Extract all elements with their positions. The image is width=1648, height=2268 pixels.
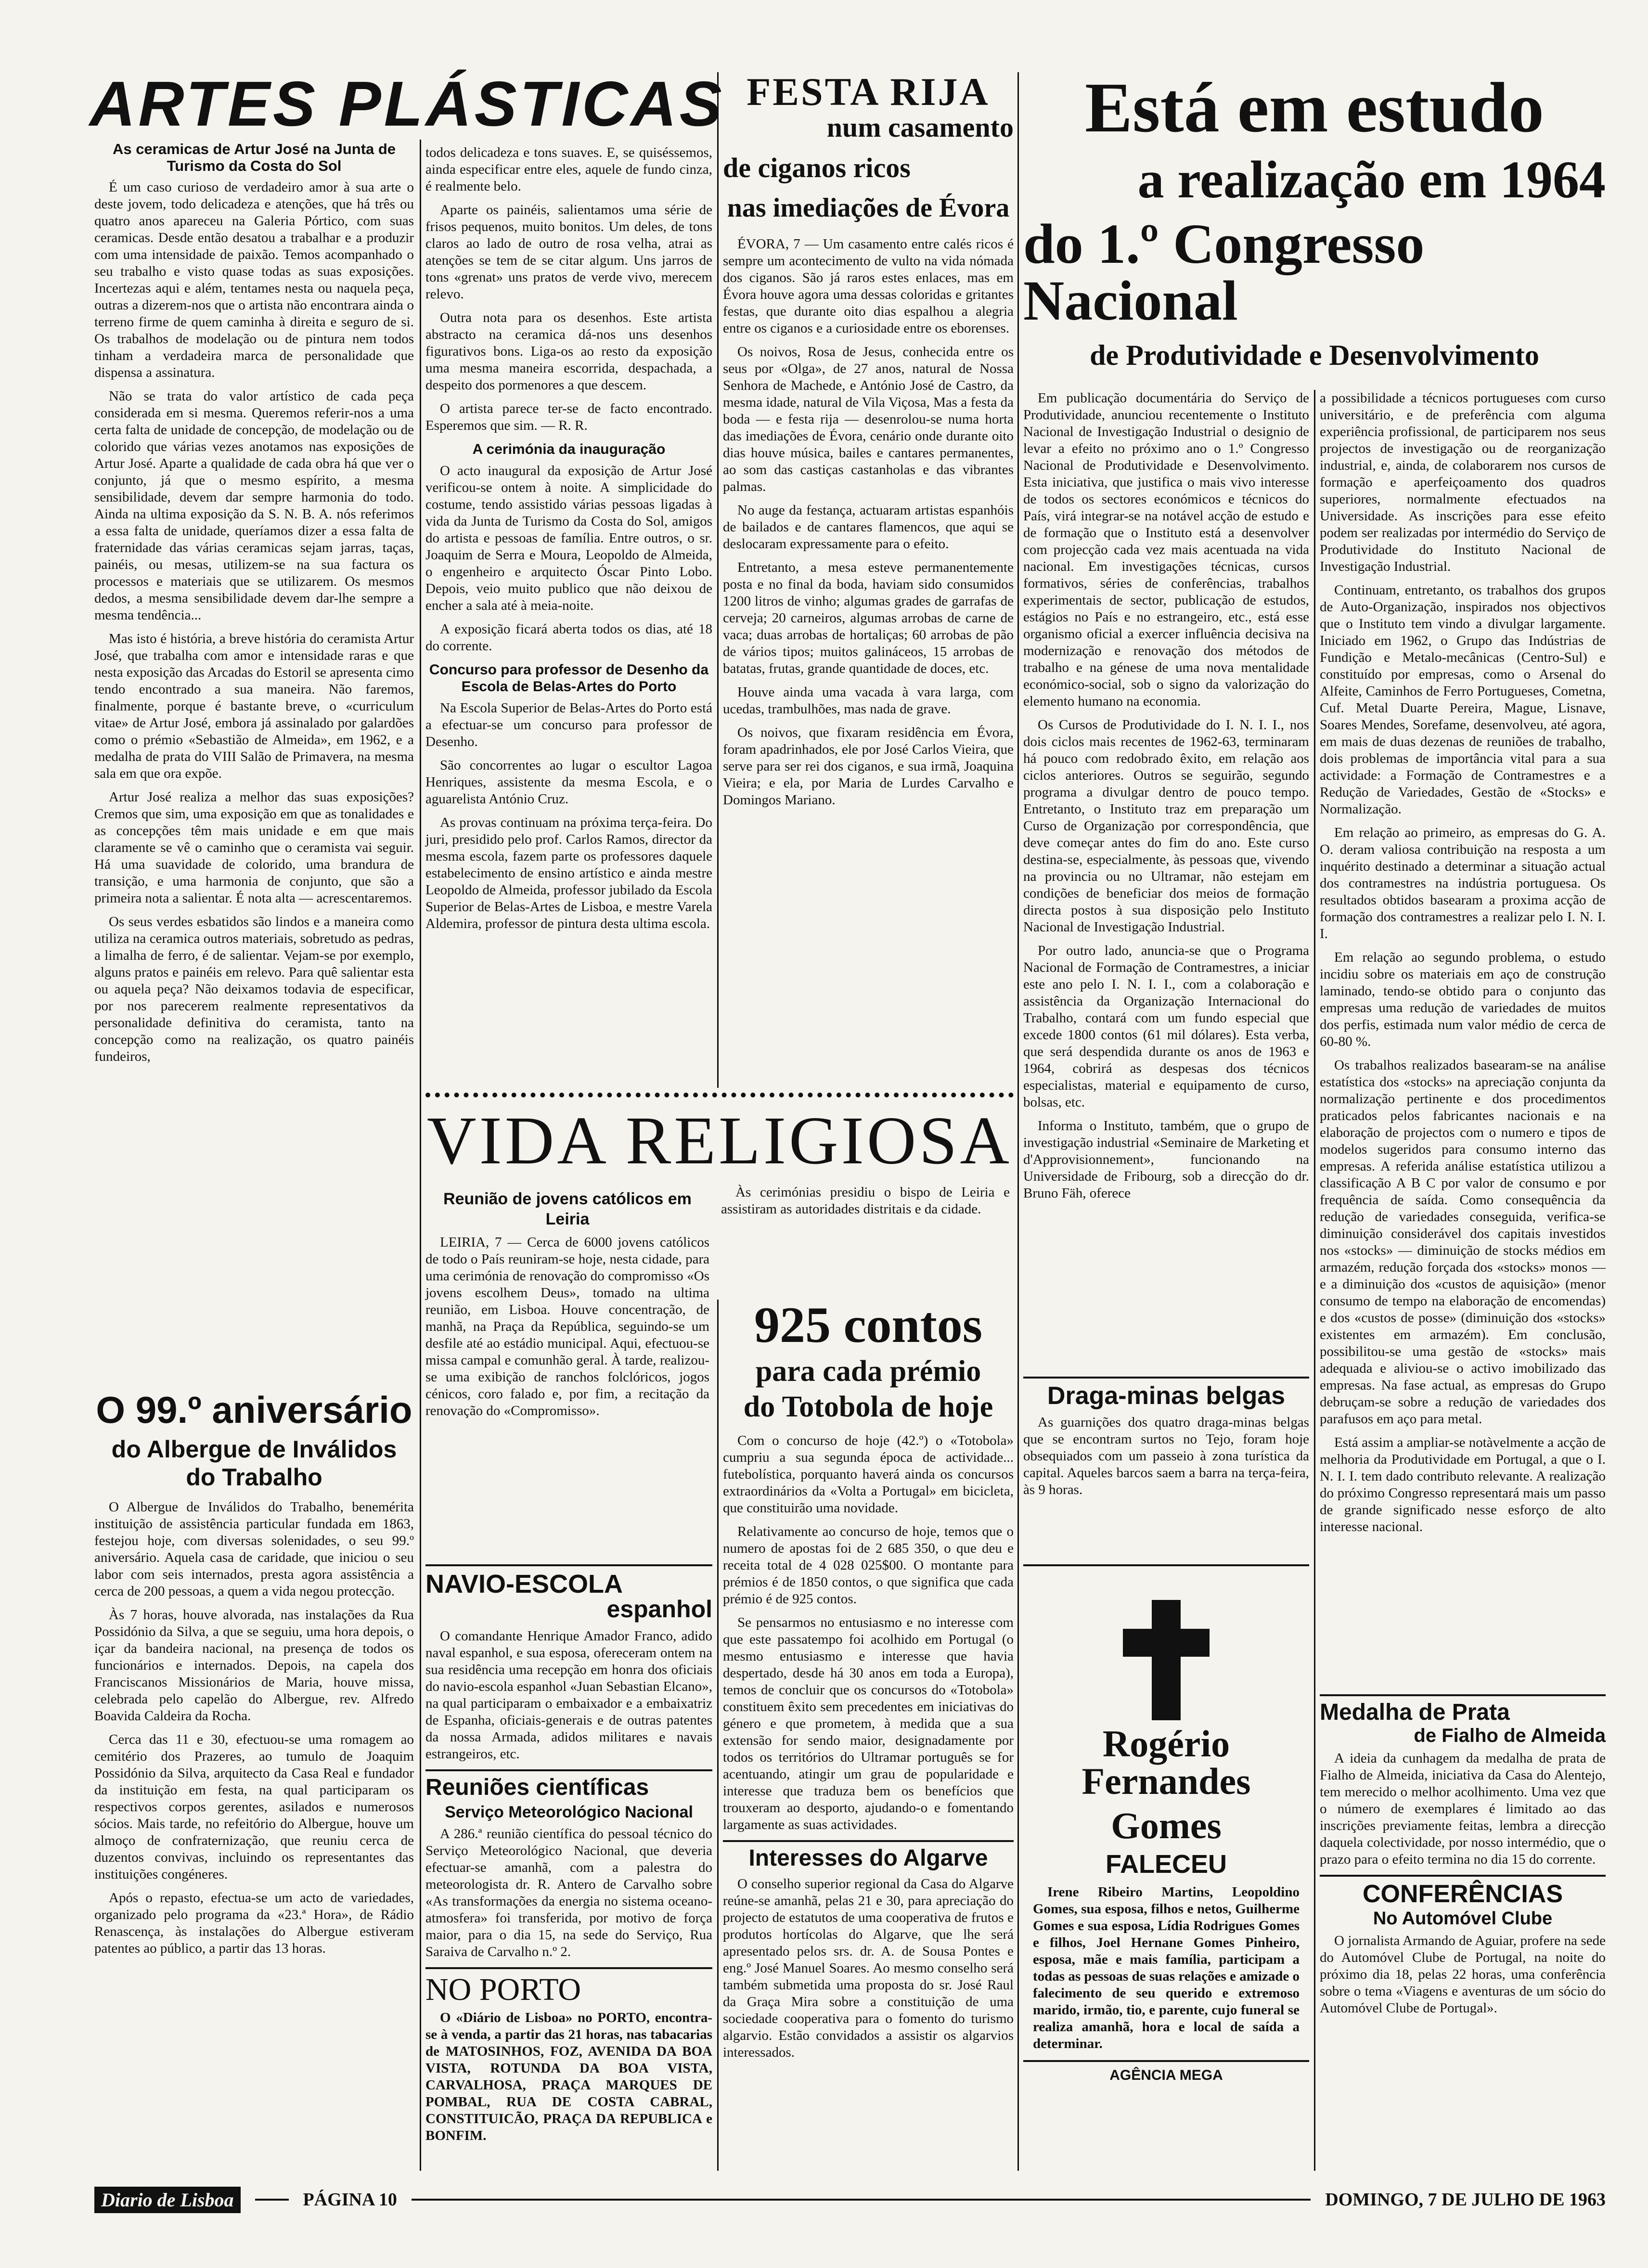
produtividade-paragraph: Os Cursos de Produtividade do I. N. I. I., nos dois ciclos mais recentes de 1962-63, terminaram há pouco com redobrado êxito, em relação aos ciclos anteriores. Outros se seguirão, segundo programa a divulgar dentro de pouco tempo. Entretanto, o Instituto traz em preparação um Curso de Organização por correspondência, que deve começar antes do fim do ano. Este curso destina-se, especialmente, às pessoas que, vivendo na provincia ou no Ultramar, não estejam em condições de beneficiar dos meios de formação directa postos à sua disposição pelo Instituto Nacional de Investigação Industrial. bbox=[1023, 717, 1309, 935]
festa-paragraph: Houve ainda uma vacada à vara larga, com ucedas, trambulhões, mas nada de grave. bbox=[723, 684, 1014, 717]
festa-paragraph: Os noivos, Rosa de Jesus, conhecida entre os seus por «Olga», de 27 anos, natural de Nossa Senhora de Machede, e António José de Castro, da mesma idade, natural de Vila Viçosa, Mas a festa da boda — e festa rija — desenrolou-se numa horta das imediações de Évora, cenário onde durante oito dias houve música, bailes e cantares permanentes, ao som das castiças castanholas e das vibrantes palmas. bbox=[723, 344, 1014, 494]
artes-paragraph: Os seus verdes esbatidos são lindos e a maneira como utiliza na ceramica outros materiais, sobretudo as pedras, a limalha de ferro, é de salientar. Vejam-se por exemplo, alguns pratos e painéis em relevo. Para quê salientar esta ou aquela peça? Não deixamos todavia de especificar, por nos parecerem realmente representativos da personalidade definitiva do ceramista, tanto na concepção como na realização, os quatro painéis fundeiros, bbox=[94, 914, 414, 1064]
totobola-paragraph: Com o concurso de hoje (42.º) o «Totobola» cumpriu a sua segunda época de actividade... futebolística, porquanto haverá ainda os concursos extraordinários da «Volta a Portugal» em bicicleta, que constituirão uma novidade. bbox=[723, 1433, 1014, 1516]
produtividade-headline-3: do 1.º Congresso Nacional bbox=[1023, 212, 1425, 332]
draga-minas-article bbox=[1023, 1377, 1309, 1505]
obituary-name: Rogério Fernandes bbox=[1082, 1723, 1251, 1802]
obituary-faleceu: FALECEU bbox=[1105, 1850, 1227, 1879]
reunioes-paragraph: A 286.ª reunião científica do pessoal técnico do Serviço Meteorológico Nacional, que deveria efectuar-se amanhã, com a palestra do meteorologista dr. R. Antero de Carvalho sobre «As transformações da energia no sistema oceano-atmosfera» foi transferida, por motivo de força maior, para o dia 15, na sede do Serviço, Rua Saraiva de Carvalho n.º 2. bbox=[425, 1826, 712, 1959]
artes-cont-paragraph: Aparte os painéis, salientamos uma série de frisos pequenos, muito bonitos. Um deles, de tons claros ao lado de outro de rosa velha, atrai as atenções se tem de se citar algum. Uns jarros de tons «grenat» uns pratos de verde vivo, merecem relevo. bbox=[425, 202, 712, 302]
albergue-paragraph: Após o repasto, efectua-se um acto de variedades, organizado pelo programa da «23.ª Hora», de Rádio Renascença, às instalações do Albergue estiveram patentes ao público, a partir das 13 horas. bbox=[94, 1890, 414, 1956]
produtividade-headline-block bbox=[1023, 68, 1606, 379]
albergue-paragraph: Às 7 horas, houve alvorada, nas instalações da Rua Possidónio da Silva, a que se seguiu, uma hora depois, o içar da bandeira nacional, na presença de todos os funcionários e internados. Depois, na capela dos Franciscanos Missionários de Maria, houve missa, celebrada pelo capelão do Albergue, rev. Alfredo Boavida Caldeira da Rocha. bbox=[94, 1607, 414, 1724]
obituary-box bbox=[1023, 1564, 1309, 2088]
vida-paragraph-right: Às cerimónias presidiu o bispo de Leiria e assistiram as autoridades distritais e da cidade. bbox=[721, 1185, 1010, 1217]
artes-plasticas-headline: ARTES PLÁSTICAS bbox=[90, 68, 725, 139]
column-divider bbox=[717, 72, 719, 1088]
produtividade-paragraph: Por outro lado, anuncia-se que o Programa Nacional de Formação de Contramestres, a iniciar este ano pelo I. N. I. I., com a colaboração e assistência da Organização Internacional do Trabalho, contará com um fundo especial que excede 1800 contos (61 mil dólares). Esta verba, que será despendida durante os anos de 1963 e 1964, cobrirá as despesas dos técnicos especialistas, material e equipamento de curso, bolsas, etc. bbox=[1023, 943, 1309, 1110]
produtividade-cont-paragraph: Em relação ao primeiro, as empresas do G. A. O. deram valiosa contribuição na resposta a um inquérito destinado a determinar a situação actual dos contramestres na indústria portuguesa. Os resultados obtidos basearam a proxima acção de formação dos contramestres a realizar pelo I. N. I. I. bbox=[1320, 825, 1606, 941]
artes-plasticas-subhead: As ceramicas de Artur José na Junta de Turismo da Costa do Sol bbox=[112, 141, 396, 174]
festa-rija-article bbox=[723, 72, 1014, 815]
concurso-subhead: Concurso para professor de Desenho da Escola de Belas-Artes do Porto bbox=[429, 662, 709, 695]
produtividade-cont-paragraph: Em relação ao segundo problema, o estudo incidiu sobre os materiais em aço de construção laminado, tendo-se obtido para o conjunto das empresas uma redução de variedades de muitos dos perfis, estimada num valor médio de cerca de 60-80 %. bbox=[1320, 950, 1606, 1049]
festa-rija-line4: nas imediações de Évora bbox=[727, 193, 1010, 223]
festa-rija-line3: de ciganos ricos bbox=[723, 152, 911, 183]
reunioes-title: Reuniões científicas bbox=[425, 1775, 649, 1800]
medalha-article bbox=[1320, 1694, 1606, 2023]
obituary-agency: AGÊNCIA MEGA bbox=[1109, 2067, 1223, 2083]
albergue-subheadline: do Albergue de Inválidos do Trabalho bbox=[111, 1436, 397, 1491]
concurso-paragraph: Na Escola Superior de Belas-Artes do Porto está a efectuar-se um concurso para professor de Desenho. bbox=[425, 700, 712, 749]
navio-escola-subtitle: espanhol bbox=[606, 1596, 712, 1623]
section-rule bbox=[1320, 1875, 1606, 1877]
section-rule bbox=[1320, 1694, 1606, 1696]
artes-paragraph: Mas isto é história, a breve história do ceramista Artur José, que trabalha com amor e intensidade raras e que nesta exposição das Arcadas do Estoril se apresenta cimo tendo encontrado a sua maneira. Não faremos, finalmente, porque é bastante breve, o «curriculum vitae» de Artur José, embora já assinalado por galardões como o prémio «Sebastião de Almeida», em 1962, e a medalha de prata do VIII Salão de Primavera, na mesma sala em que ora expõe. bbox=[94, 631, 414, 781]
festa-rija-headline: FESTA RIJA bbox=[747, 70, 990, 114]
totobola-paragraph: Se pensarmos no entusiasmo e no interesse com que este passatempo foi acolhido em Portugal (o mesmo entusiasmo e interesse que havia despertado, desde há 30 anos em toda a Europa), temos de concluir que os concursos do «Totobola» constituem êxito sem precedentes em iniciativas do género e que prometem, à medida que a sua extensão for sendo maior, designadamente por todos os territórios do Ultramar português se for acentuando, atingir um grau de popularidade e interesse que traduza bem os benefícios que trouxeram ao desporto, ajudando-o e fomentando largamente as suas actividades. bbox=[723, 1615, 1014, 1832]
porto-text: O «Diário de Lisboa» no PORTO, encontra-se à venda, a partir das 21 horas, nas tabacarias de MATOSINHOS, FOZ, AVENIDA DA BOA VISTA, ROTUNDA DA BOA VISTA, CARVALHOSA, PRAÇA MARQUES DE POMBAL, RUA DE COSTA CABRAL, CONSTITUICÃO, PRAÇA DA REPUBLICA e BONFIM. bbox=[425, 2010, 712, 2143]
algarve-title: Interesses do Algarve bbox=[748, 1845, 988, 1871]
artes-paragraph: Artur José realiza a melhor das suas exposições? Cremos que sim, uma exposição em que as tonalidades e as concepções têm mais unidade e em que mais claramente se vê o caminho que o ceramista vai seguir. Há uma suavidade de colorido, uma brandura de transição, e uma harmonia de conjunto, que são a primeira nota a salientar. É nota alta — acrescentaremos. bbox=[94, 789, 414, 906]
vida-paragraph: LEIRIA, 7 — Cerca de 6000 jovens católicos de todo o País reuniram-se hoje, nesta cidade, para uma cerimónia de renovação do compromisso «Os jovens escolhem Deus», tomado na ultima reunião, em Lisboa. Houve concentração, de manhã, na Praça da República, seguindo-se um desfile até ao estádio municipal. Aqui, efectuou-se missa campal e comunhão geral. À tarde, realizou-se uma exibição de ranchos folclóricos, jogos cénicos, coro falado e, por fim, a recitação da renovação do «Compromisso». bbox=[425, 1235, 709, 1418]
draga-minas-title: Draga-minas belgas bbox=[1047, 1382, 1286, 1410]
produtividade-cont-paragraph: Os trabalhos realizados basearam-se na análise estatística dos «stocks» na apreciação conjunta da normalização pertinente e dos procedimentos praticados pelos fabricantes nacionais e na elaboração de projectos com o numero e tipos de modelos sugeridos para consumo interno das empresas. A referida análise estatística utilizou a classificação A B C por valor de consumo e por frequência de saída. Como consequência da redução de variedades conseguida, verifica-se diminuição considerável dos capitais investidos nos «stocks» — diminuição de stocks médios em armazém, redução forçada dos «stocks» monos — e a diminuição dos «custos de aquisição» (menor consumo de tempo na elaboração de encomendas) e dos «custos de posse» (diminuição dos «stocks» existentes em armazém). Em conclusão, possibilitou-se uma gestão de «stocks» mais adequada e aliviou-se o activo imobilizado das empresas. Na fase actual, as empresas do Grupo debruçam-se sobre a redução de variedades dos parafusos em aço para metal. bbox=[1320, 1057, 1606, 1427]
column-divider bbox=[1314, 390, 1315, 2171]
totobola-line3: do Totobola de hoje bbox=[743, 1391, 993, 1423]
reunioes-subhead: Serviço Meteorológico Nacional bbox=[445, 1803, 693, 1821]
artes-paragraph: É um caso curioso de verdadeiro amor à sua arte o deste jovem, todo delicadeza e atenções, que há três ou quatro anos apareceu na Galeria Pórtico, com suas ceramicas. Desde então desatou a trabalhar e a produzir com uma intensidade de paixão. Temos acompanhado o seu trabalho e visto quase todas as suas exposições. Incertezas aqui e além, tentames nesta ou naquela peça, outras a dizerem-nos que o artista não encontrara ainda o terreno firme de quem caminha à direita e seguro de si. Os trabalhos de modelação ou de pintura nem todos tinham a verdadeira marca de personalidade que dispensa a assinatura. bbox=[94, 180, 414, 380]
cross-icon bbox=[1023, 1566, 1309, 1725]
produtividade-paragraph: Informa o Instituto, também, que o grupo de investigação industrial «Seminaire de Marketing et d'Approvisionnement», funcionando na Universidade de Fribourg, sob a direcção do dr. Bruno Fäh, oferece bbox=[1023, 1118, 1309, 1201]
totobola-paragraph: Relativamente ao concurso de hoje, temos que o numero de apostas foi de 2 685 350, o que deu e receita total de 4 028 025$00. O montante para prémios é de 1850 contos, o que significa que cada prémio é de 925 contos. bbox=[723, 1524, 1014, 1607]
vida-subhead: Reunião de jovens católicos em Leiria bbox=[443, 1190, 692, 1228]
festa-rija-line2: num casamento bbox=[826, 112, 1014, 143]
produtividade-headline-4: de Produtividade e Desenvolvimento bbox=[1090, 339, 1539, 371]
section-rule bbox=[425, 1769, 712, 1771]
medalha-paragraph: A ideia da cunhagem da medalha de prata de Fialho de Almeida, iniciativa da Casa do Alentejo, tem merecido o melhor acolhimento. Uma vez que o número de exemplares é limitado ao das inscrições previamente feitas, lembra a direcção daquela colectividade, por nosso intermédio, que o prazo para o efeito termina no dia 15 do corrente. bbox=[1320, 1751, 1606, 1867]
concurso-paragraph: São concorrentes ao lugar o escultor Lagoa Henriques, assistente da mesma Escola, e o aguarelista António Cruz. bbox=[425, 758, 712, 807]
section-rule bbox=[425, 1967, 712, 1969]
albergue-headline: O 99.º aniversário bbox=[96, 1389, 412, 1431]
artes-cont-paragraph: O artista parece ter-se de facto encontrado. Esperemos que sim. — R. R. bbox=[425, 401, 712, 433]
albergue-article bbox=[94, 1391, 414, 1964]
navio-escola-title: NAVIO-ESCOLA bbox=[425, 1570, 623, 1598]
medalha-subtitle: de Fialho de Almeida bbox=[1414, 1725, 1606, 1746]
albergue-paragraph: Cerca das 11 e 30, efectuou-se uma romagem ao cemitério dos Prazeres, ao tumulo de Joaquim Possidónio da Silva, arquitecto da Casa Real e fundador da instituição em festa, na qual participaram os respectivos corpos gerentes, asilados e numerosos sócios. Mais tarde, no refeitório do Albergue, houve um almoço de confraternização, que reuniu cerca de duzentos convivas, incluindo os representantes das instituições congéneres. bbox=[94, 1732, 414, 1882]
section-rule bbox=[723, 1840, 1014, 1842]
column-divider bbox=[1017, 72, 1019, 2171]
produtividade-paragraph: Em publicação documentária do Serviço de Produtividade, anunciou recentemente o Instituto Nacional de Investigação Industrial o designio de levar a efeito no próximo ano o 1.º Congresso Nacional de Produtividade e Desenvolvimento. Esta iniciativa, que justifica o mais vivo interesse de todos os sectores económicos e técnicos do País, virá integrar-se na notável acção de estudo e de formação que o Instituto está a desenvolver com projecção cada vez mais acentuada na vida nacional. Em investigações técnicas, cursos formativos, séries de conferências, trabalhos experimentais de sector, publicação de estudos, estágios no País e no estrangeiro, etc., está esse organismo oficial a exercer influência decisiva na modernização e renovação dos métodos de trabalho e na génese de uma nova mentalidade económico-social, sob o signo da valorização do elemento humano na economia. bbox=[1023, 390, 1309, 709]
inauguracao-paragraph: O acto inaugural da exposição de Artur José verificou-se ontem à noite. A simplicidade do costume, tendo assistido várias pessoas ligadas à vida da Junta de Turismo da Costa do Sol, amigos do artista e pessoas de família. Entre outros, o sr. Joaquim de Serra e Moura, Leopoldo de Almeida, o engenheiro e arquitecto Óscar Pinto Lobo. Depois, veio muito publico que não deixou de encher a sala até à meia-noite. bbox=[425, 463, 712, 613]
conferencias-paragraph: O jornalista Armando de Aguiar, profere na sede do Automóvel Clube de Portugal, na noite do próximo dia 18, pelas 22 horas, uma conferência sobre o tema «Viagens e aventuras de um sócio do Automóvel Clube de Portugal». bbox=[1320, 1933, 1606, 2016]
page-number: PÁGINA 10 bbox=[303, 2190, 397, 2210]
section-rule bbox=[425, 1093, 1014, 1097]
conferencias-subtitle: No Automóvel Clube bbox=[1373, 1908, 1553, 1929]
masthead-logo: Diario de Lisboa bbox=[94, 2187, 241, 2213]
conferencias-title: CONFERÊNCIAS bbox=[1362, 1880, 1563, 1908]
totobola-article bbox=[723, 1297, 1014, 2068]
column-divider bbox=[420, 140, 421, 2171]
obituary-name-2: Gomes bbox=[1111, 1804, 1222, 1846]
totobola-title: 925 contos bbox=[754, 1297, 983, 1353]
artes-cont-paragraph: todos delicadeza e tons suaves. E, se quiséssemos, ainda especificar entre eles, aquele de fundo cinza, é realmente belo. bbox=[425, 145, 712, 194]
issue-date: DOMINGO, 7 DE JULHO DE 1963 bbox=[1325, 2190, 1606, 2210]
navio-escola-article bbox=[425, 1564, 712, 2151]
medalha-title: Medalha de Prata bbox=[1320, 1700, 1510, 1725]
inauguracao-paragraph: A exposição ficará aberta todos os dias, até 18 do corrente. bbox=[425, 621, 712, 654]
artes-continuation bbox=[425, 144, 712, 939]
vida-religiosa-title: VIDA RELIGIOSA bbox=[427, 1102, 1012, 1178]
obituary-text: Irene Ribeiro Martins, Leopoldino Gomes, sua esposa, filhos e netos, Guilherme Gomes e sua esposa, Lídia Rodrigues Gomes e filhos, Joel Hernane Gomes Pinheiro, esposa, mãe e mais família, participam a todas as pessoas de suas relações e amizade o falecimento de seu querido e extremoso marido, irmão, tio, e parente, cujo funeral se realiza amanhã, hora e local de saída a determinar. bbox=[1033, 1884, 1300, 2051]
produtividade-headline-1: Está em estudo bbox=[1085, 68, 1544, 147]
produtividade-article bbox=[1023, 390, 1309, 1209]
algarve-paragraph: O conselho superior regional da Casa do Algarve reúne-se amanhã, pelas 21 e 30, para apreciação do projecto de estatutos de uma cooperativa de frutos e produtos hortícolas do Algarve, que lhe será apresentado pelos srs. dr. A. de Sousa Pontes e eng.º José Manuel Soares. Ao mesmo conselho será também submetida uma proposta do sr. José Raul da Graça Mira sobre a constituição de uma sociedade cooperativa para o fomento do turismo algarvio. Estão convidados a assistir os algarvios interessados. bbox=[723, 1876, 1014, 2060]
festa-paragraph: No auge da festança, actuaram artistas espanhóis de bailados e de cantares flamencos, que aqui se deslocaram expressamente para o efeito. bbox=[723, 503, 1014, 552]
inauguracao-subhead: A cerimónia da inauguração bbox=[472, 441, 666, 457]
concurso-paragraph: As provas continuam na próxima terça-feira. Do juri, presidido pelo prof. Carlos Ramos, director da mesma escola, fazem parte os professores daquele estabelecimento de ensino artístico e ainda mestre Leopoldo de Almeida, professor jubilado da Escola Superior de Belas-Artes de Lisboa, e mestre Varela Aldemira, professor de pintura desta ultima escola. bbox=[425, 815, 712, 931]
draga-minas-paragraph: As guarnições dos quatro draga-minas belgas que se encontram surtos no Tejo, foram hoje obsequiados com um passeio à zona turística da capital. Aqueles barcos saem a barra na terça-feira, às 9 horas. bbox=[1023, 1415, 1309, 1497]
section-rule bbox=[425, 1564, 712, 1566]
artes-cont-paragraph: Outra nota para os desenhos. Este artista abstracto na ceramica dá-nos uns desenhos figurativos bons. Liga-os ao resto da exposição uma mesma maneira escorrida, despachada, a despeito dos pormenores a que descem. bbox=[425, 310, 712, 393]
column-divider bbox=[717, 1300, 719, 2171]
section-rule bbox=[1023, 1377, 1309, 1379]
produtividade-cont-paragraph: a possibilidade a técnicos portugueses com curso universitário, e de preferência com alguma experiência profissional, de participarem nos seus projectos de investigação ou de reorganização industrial, e, ainda, de colaborarem nos cursos de formação e aperfeiçoamento dos quadros superiores, normalmente efectuados na Universidade. As inscrições para esse efeito podem ser realizadas por intermédio do Serviço de Produtividade do Instituto Nacional de Investigação Industrial. bbox=[1320, 390, 1606, 574]
artes-paragraph: Não se trata do valor artístico de cada peça considerada em si mesma. Queremos referir-nos a uma certa falta de unidade de concepção, de modelação ou de colorido que várias vezes anotamos nas exposições de Artur José. Aparte a qualidade de cada obra há que ver o conjunto, já que o mesmo espírito, a mesma sensibilidade, devem dar sempre harmonia do todo. Ainda na ultima exposição da S. N. B. A. nós referimos a essa falta de unidade, queríamos dizer a essa falta de fraternidade das várias ceramicas sejam jarras, taças, painéis, ou mesas, utilizem-se na sua factura os processos e materiais que se utilizarem. Os mesmos dedos, a mesma sensibilidade devem dar-lhe sempre a mesma tendência... bbox=[94, 388, 414, 623]
totobola-line2: para cada prémio bbox=[755, 1355, 981, 1388]
porto-title: NO PORTO bbox=[425, 1972, 581, 2007]
festa-paragraph: Os noivos, que fixaram residência em Évora, foram apadrinhados, ele por José Carlos Vieira, que serve para ser rei dos ciganos, e sua irmã, Joaquina Vieira; e ela, por Maria de Lurdes Carvalho e Domingos Mariano. bbox=[723, 725, 1014, 808]
produtividade-headline-2: a realização em 1964 bbox=[1137, 150, 1606, 209]
footer bbox=[94, 2185, 1606, 2214]
albergue-paragraph: O Albergue de Inválidos do Trabalho, benemérita instituição de assistência particular fundada em 1863, festejou hoje, com diversas solenidades, o seu 99.º aniversário. Aquela casa de caridade, que iniciou o seu labor com seis internados, presta agora assistência a cerca de 200 pessoas, a quem a vida negou protecção. bbox=[94, 1499, 414, 1599]
festa-paragraph: ÉVORA, 7 — Um casamento entre calés ricos é sempre um acontecimento de vulto na vida nómada dos ciganos. São já raros estes enlaces, mas em Évora houve agora uma dessas coloridas e gritantes festas, que durante oito dias espalhou a alegria entre os ciganos e a curiosidade entre os eborenses. bbox=[723, 236, 1014, 336]
navio-paragraph: O comandante Henrique Amador Franco, adido naval espanhol, e sua esposa, ofereceram ontem na sua residência uma recepção em honra dos oficiais do navio-escola espanhol «Juan Sebastian Elcano», na qual participaram o embaixador e a embaixatriz de Espanha, oficiais-generais e de outras patentes da nossa Armada, adidos militares e navais estrangeiros, etc. bbox=[425, 1628, 712, 1762]
produtividade-cont-paragraph: Está assim a ampliar-se notàvelmente a acção de melhoria da Produtividade em Portugal, a que o I. N. I. I. tem dado contributo relevante. A realização do próximo Congresso representará mais um passo de grande significado nesse esforço de alto interesse nacional. bbox=[1320, 1435, 1606, 1534]
section-rule bbox=[1023, 2060, 1309, 2062]
produtividade-cont-paragraph: Continuam, entretanto, os trabalhos dos grupos de Auto-Organização, inspirados nos objectivos que o Instituto tem vindo a divulgar largamente. Iniciado em 1962, o Grupo das Indústrias de Fundição e Metalo-mecânicas (Centro-Sul) e constituído por empresas, como o Arsenal do Alfeite, Caminhos de Ferro Portugueses, Cometna, Cuf. Metal Duarte Pereira, Mague, Lisnave, Soares Mendes, Sorefame, desenvolveu, até agora, em mais de duas dezenas de reuniões de trabalho, dois problemas de importância vital para a sua actividade: a Formação de Contramestres e a Redução de Variedades, Gestão de «Stocks» e Normalização. bbox=[1320, 582, 1606, 817]
festa-paragraph: Entretanto, a mesa esteve permanentemente posta e no final da boda, haviam sido consumidos 1200 litros de vinho; algumas grades de garrafas de cerveja; 20 carneiros, algumas arrobas de carne de vaca; duas arrobas de hortaliças; 60 arrobas de pão de vários tipos; muitos galináceos, 15 arrobas de batatas, frutas, grande quantidade de doces, etc. bbox=[723, 560, 1014, 676]
produtividade-continuation bbox=[1320, 390, 1606, 1542]
